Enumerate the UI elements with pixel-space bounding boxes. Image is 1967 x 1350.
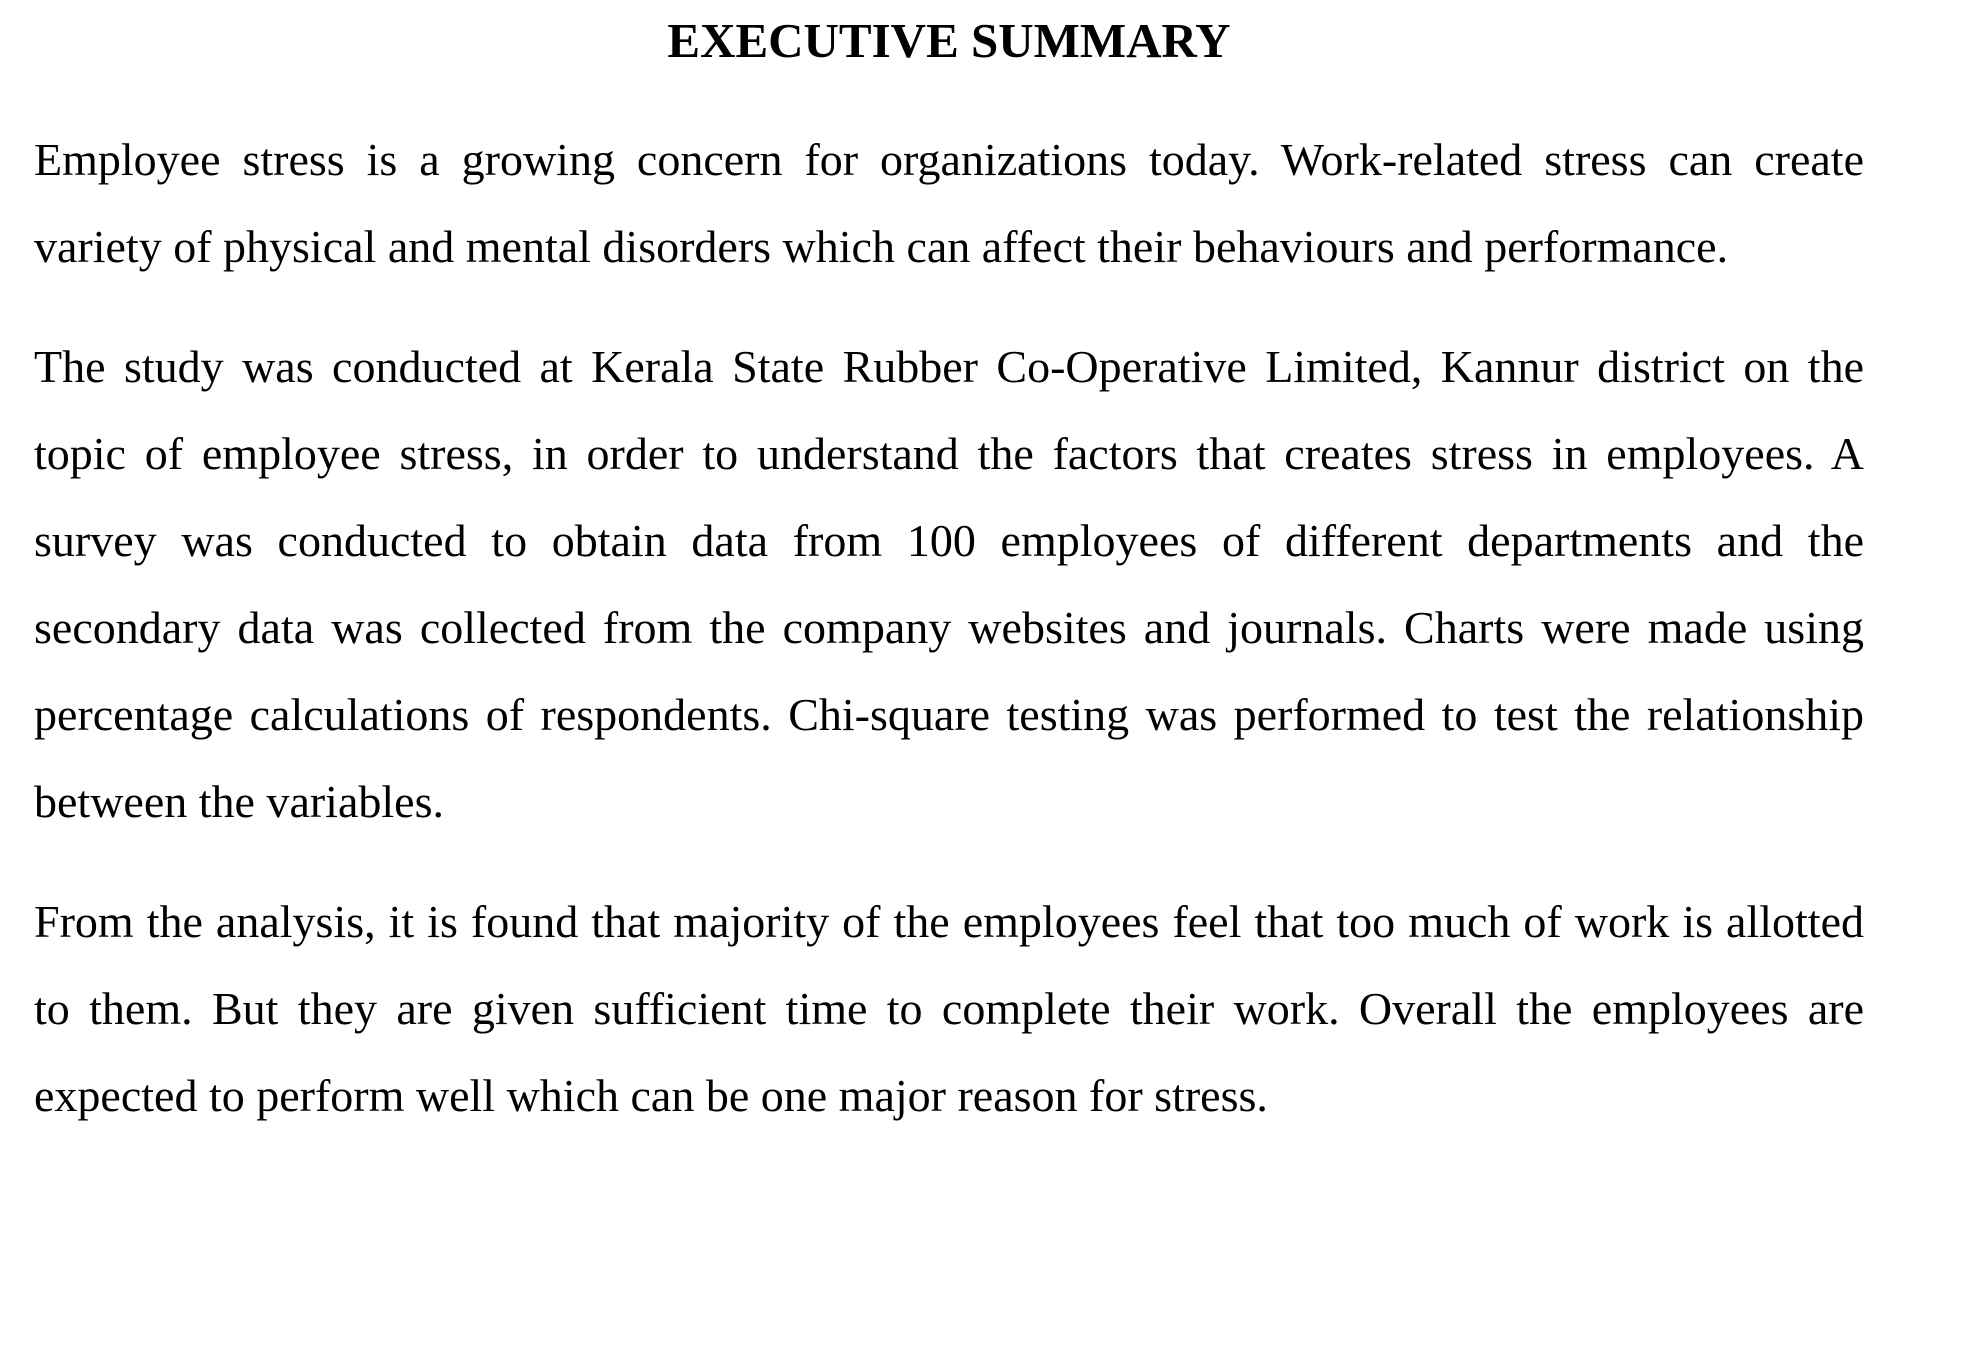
paragraph-intro: Employee stress is a growing concern for organizations today. Work-related stress can create variety of physical and mental disorders which can affect their behaviours and performance. [34,134,1864,272]
page-title: EXECUTIVE SUMMARY [667,13,1231,68]
paragraph-findings: From the analysis, it is found that majority of the employees feel that too much of work is allotted to them. But they are given sufficient time to complete their work. Overall the employees are expected to perform well which can be one major reason for stress. [34,896,1864,1121]
paragraph-study: The study was conducted at Kerala State Rubber Co-Operative Limited, Kannur district on the topic of employee stress, in order to understand the factors that creates stress in employees. A survey was conducted to obtain data from 100 employees of different departments and the secondary data was collected from the company websites and journals. Charts were made using percentage calculations of respondents. Chi-square testing was performed to test the relationship between the variables. [34,341,1864,827]
document-page [34,0,1864,1350]
